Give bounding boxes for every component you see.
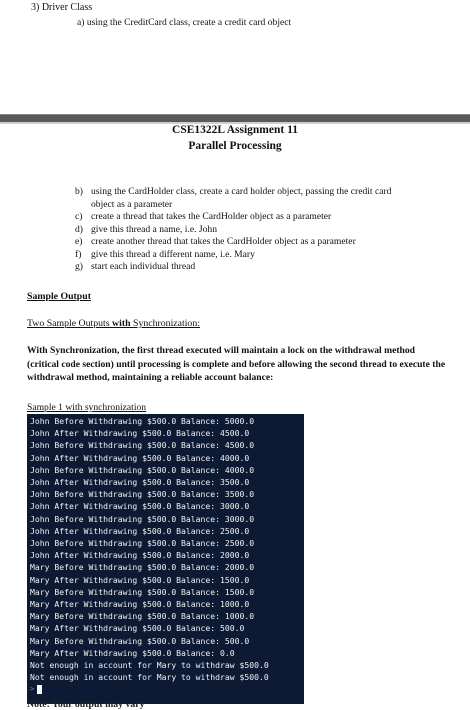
step-marker: b) [75, 186, 83, 197]
step-marker: g) [75, 261, 83, 272]
two-samples-prefix: Two Sample Outputs [27, 318, 113, 329]
sample1-label: Sample 1 with synchronization [27, 402, 147, 413]
step-text: create another thread that takes the CardHolder object as a parameter [91, 236, 356, 247]
step-marker: d) [75, 223, 83, 235]
terminal-line: John After Withdrawing $500.0 Balance: 4500.0 [30, 428, 250, 439]
sample-output-heading: Sample Output [27, 291, 91, 302]
terminal-lines [27, 414, 304, 683]
terminal-line: Not enough in account for Mary to withdraw $500.0 [30, 660, 269, 671]
terminal-line: John After Withdrawing $500.0 Balance: 3000.0 [30, 501, 250, 512]
step-text-cont: object as a parameter [91, 198, 173, 210]
terminal-output [27, 414, 304, 704]
cursor-icon [37, 685, 42, 694]
terminal-line: Mary After Withdrawing $500.0 Balance: 1500.0 [30, 574, 250, 585]
terminal-line: John After Withdrawing $500.0 Balance: 4000.0 [30, 452, 250, 463]
page-subtitle: Parallel Processing [188, 140, 282, 152]
step-text: give this thread a name, i.e. John [91, 223, 218, 235]
terminal-line: John Before Withdrawing $500.0 Balance: 4000.0 [30, 464, 255, 475]
step-marker: f) [75, 248, 82, 260]
terminal-line: John Before Withdrawing $500.0 Balance: 4500.0 [30, 440, 255, 451]
terminal-line: Mary After Withdrawing $500.0 Balance: 500.0 [30, 623, 245, 634]
step-text: give this thread a different name, i.e. Mary [91, 248, 255, 260]
terminal-line: John Before Withdrawing $500.0 Balance: 3500.0 [30, 489, 255, 500]
terminal-line: Mary Before Withdrawing $500.0 Balance: 1000.0 [30, 611, 255, 622]
list-item [75, 236, 455, 249]
section-heading: 3) Driver Class [31, 2, 93, 13]
terminal-line: John After Withdrawing $500.0 Balance: 2500.0 [30, 525, 250, 536]
terminal-line: Mary Before Withdrawing $500.0 Balance: 1500.0 [30, 586, 255, 597]
note-text: Note: Your output may vary [27, 699, 145, 710]
two-samples-heading [27, 318, 200, 329]
step-marker: c) [75, 211, 83, 222]
step-text: create a thread that takes the CardHolder object as a parameter [91, 211, 332, 222]
step-text: start each individual thread [91, 261, 196, 272]
terminal-line: John Before Withdrawing $500.0 Balance: 5000.0 [30, 416, 255, 426]
list-item [75, 261, 455, 274]
two-samples-suffix: Synchronization: [130, 318, 200, 329]
terminal-prompt-row[interactable] [27, 683, 304, 695]
terminal-line: John Before Withdrawing $500.0 Balance: 3000.0 [30, 513, 255, 524]
terminal-line: Mary Before Withdrawing $500.0 Balance: 2000.0 [30, 562, 255, 573]
steps-list [75, 186, 455, 274]
list-item [75, 211, 455, 224]
terminal-line: Not enough in account for Mary to withdraw $500.0 [30, 672, 269, 683]
step-a: a) using the CreditCard class, create a credit card object [77, 17, 292, 28]
terminal-line: John Before Withdrawing $500.0 Balance: 2500.0 [30, 538, 255, 549]
prompt-icon: > [30, 685, 35, 694]
terminal-line: John After Withdrawing $500.0 Balance: 3500.0 [30, 477, 250, 488]
two-samples-bold: with [112, 318, 131, 329]
sync-paragraph: With Synchronization, the first thread executed will maintain a lock on the withdrawal method (critical code section) until processing is complete and before allowing the second thread to execute the withdrawal method, maintaining a reliable account balance: [27, 345, 446, 384]
terminal-line: John After Withdrawing $500.0 Balance: 2000.0 [30, 550, 250, 561]
terminal-line: Mary After Withdrawing $500.0 Balance: 0.0 [30, 647, 235, 658]
terminal-line: Mary After Withdrawing $500.0 Balance: 1000.0 [30, 599, 250, 610]
list-item [75, 224, 455, 237]
step-text: using the CardHolder class, create a card holder object, passing the credit card [91, 186, 392, 197]
page-title: CSE1322L Assignment 11 [172, 124, 298, 136]
step-marker: e) [75, 236, 83, 247]
list-item [75, 249, 455, 262]
terminal-line: Mary Before Withdrawing $500.0 Balance: 500.0 [30, 635, 250, 646]
list-item [75, 186, 455, 211]
